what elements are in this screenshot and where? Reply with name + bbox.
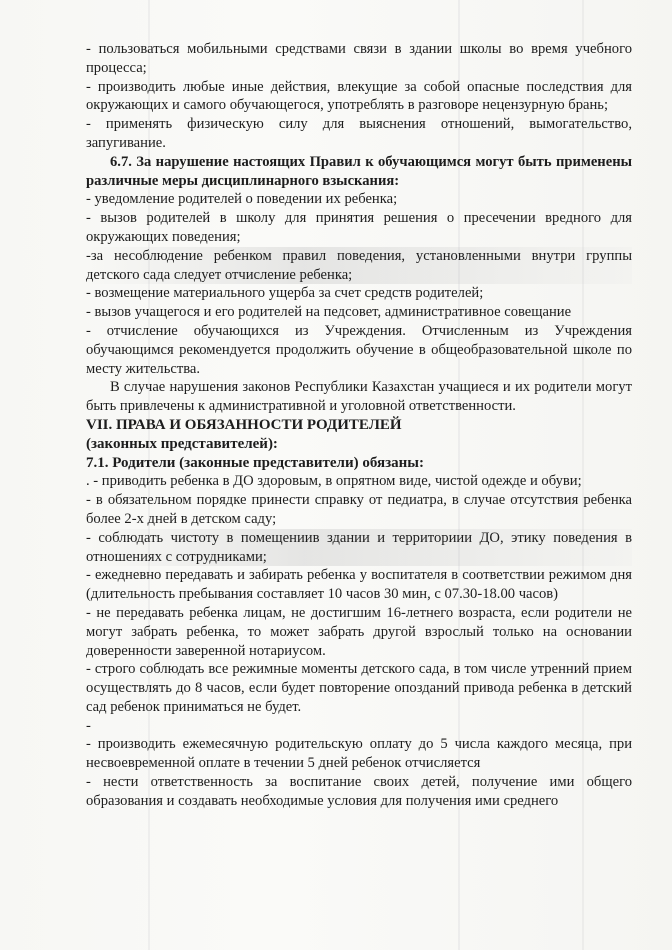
paragraph: . - приводить ребенка в ДО здоровым, в опрятном виде, чистой одежде и обуви;	[86, 473, 582, 490]
paragraph: - в обязательном порядке принести справку от педиатра, в случае отсутствия ребенка более 2-х дней в детском саду;	[86, 492, 632, 527]
section-7-subtitle: (законных представителей):	[86, 435, 278, 452]
paragraph: - нести ответственность за воспитание своих детей, получение ими общего образования и создавать необходимые условия для получения ими среднего	[86, 774, 632, 809]
paragraph: - вызов родителей в школу для принятия решения о пресечении вредного для окружающих поведения;	[86, 210, 632, 245]
paragraph: - производить любые иные действия, влекущие за собой опасные последствия для окружающих и самого обучающегося, употреблять в разговоре нецензурную брань;	[86, 78, 632, 114]
document-body	[86, 40, 632, 811]
paragraph: - производить ежемесячную родительскую оплату до 5 числа каждого месяца, при несвоевременной оплате в течении 5 дней ребенок отчисляется	[86, 736, 632, 772]
section-6-7-heading: 6.7. За нарушение настоящих Правил к обучающимся могут быть применены различные меры дисциплинарного взыскания:	[86, 153, 632, 189]
paragraph: - возмещение материального ущерба за счет средств родителей;	[86, 285, 484, 302]
paragraph: - пользоваться мобильными средствами связи в здании школы во время учебного процесса;	[86, 41, 632, 76]
paragraph: - соблюдать чистоту в помещениив здании и территориии ДО, этику поведения в отношениях с сотрудниками;	[86, 529, 632, 565]
paragraph: - ежедневно передавать и забирать ребенка у воспитателя в соответствии режимом дня (длительность пребывания составляет 10 часов 30 мин, с 07.30-18.00 часов)	[86, 567, 632, 603]
paragraph: - не передавать ребенка лицам, не достигшим 16-летнего возраста, если родители не могут забрать ребенка, то может забрать другой взрослый только на основании доверенности заверенной нотариусом.	[86, 604, 632, 659]
paragraph: - применять физическую силу для выяснения отношений, вымогательство, запугивание.	[86, 116, 632, 151]
paragraph: -	[86, 717, 91, 734]
paragraph: - отчисление обучающихся из Учреждения. Отчисленным из Учреждения обучающимся рекомендуется продолжить обучение в общеобразовательной школе по месту жительства.	[86, 322, 632, 377]
section-7-title: VII. ПРАВА И ОБЯЗАННОСТИ РОДИТЕЛЕЙ	[86, 416, 402, 433]
paragraph: - строго соблюдать все режимные моменты детского сада, в том числе утренний прием осуществлять до 8 часов, если будет повторение опозданий привода ребенка в детский сад ребенок приниматься не будет.	[86, 661, 632, 715]
paragraph: - уведомление родителей о поведении их ребенка;	[86, 191, 398, 208]
paragraph: В случае нарушения законов Республики Казахстан учащиеся и их родители могут быть привлечены к административной и уголовной ответственности.	[86, 379, 632, 415]
paragraph: -за несоблюдение ребенком правил поведения, установленными внутри группы детского сада следует отчисление ребенка;	[86, 247, 632, 283]
paragraph: - вызов учащегося и его родителей на педсовет, административное совещание	[86, 304, 572, 321]
section-7-1-heading: 7.1. Родители (законные представители) обязаны:	[86, 454, 424, 471]
